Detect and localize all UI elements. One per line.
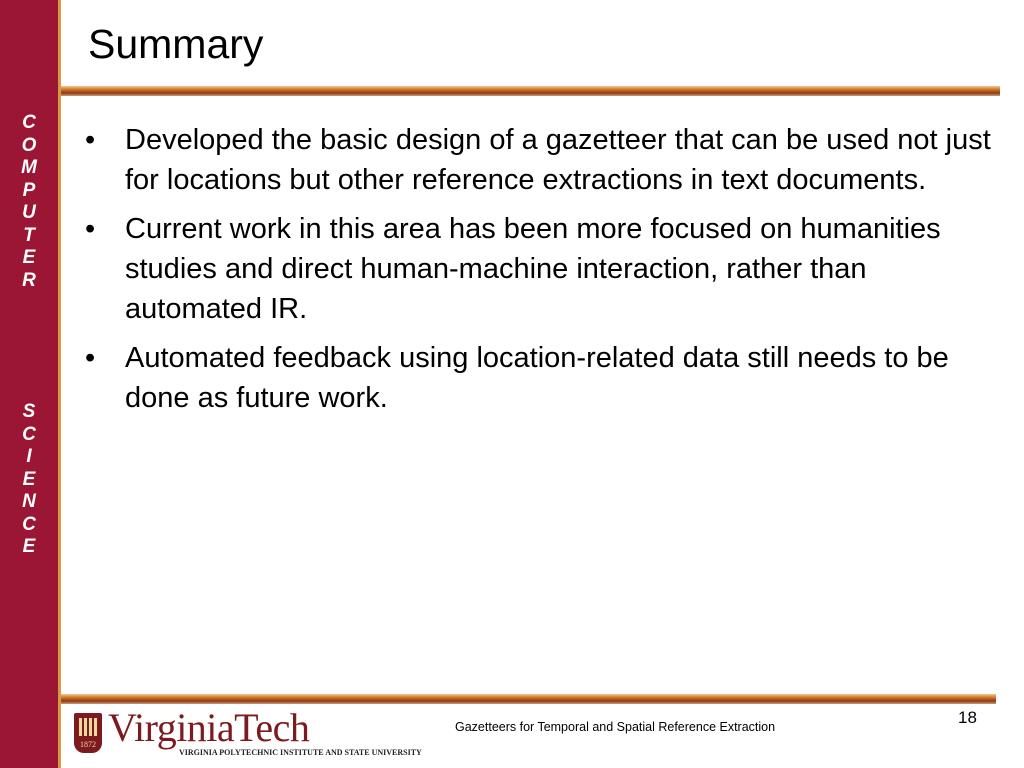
shield-icon [74,713,102,753]
virginia-tech-logo [74,705,464,762]
sidebar-letter: I [26,446,32,467]
sidebar-vertical-word-science [0,401,58,559]
presentation-title: Gazetteers for Temporal and Spatial Reference Extraction [455,720,776,734]
slide-title: Summary [88,21,264,67]
sidebar-letter: O [21,134,37,156]
sidebar-accent-line [58,0,61,768]
sidebar-letter: E [22,247,36,268]
sidebar-band [0,0,58,768]
sidebar-vertical-word-computer [0,112,58,292]
sidebar-letter: E [22,536,36,557]
bullet-dot: • [85,213,96,245]
sidebar-letter: C [22,513,36,535]
shield-bars [79,718,97,736]
sidebar-letter: M [21,157,37,178]
page-number: 18 [958,708,977,727]
sidebar-letter: U [22,202,36,223]
sidebar-letter: R [22,269,36,291]
sidebar-letter: N [22,491,36,512]
bullet-list [85,120,995,427]
logo-tagline: VIRGINIA POLYTECHNIC INSTITUTE AND STATE UNIVERSITY [179,748,422,757]
title-divider [61,86,1000,96]
footer-divider [61,694,996,704]
bullet-dot: • [85,124,96,156]
bullet-text: Developed the basic design of a gazetteer that can be used not just for locations but other reference extractions in text documents. [125,124,991,196]
bullet-text: Automated feedback using location-related data still needs to be done as future work. [125,342,949,414]
sidebar-letter: T [23,224,35,246]
bullet-text: Current work in this area has been more focused on humanities studies and direct human-machine interaction, rather than automated IR. [125,213,941,325]
sidebar-letter: S [22,401,36,422]
bullet-item [85,120,995,200]
sidebar-letter: P [22,179,36,201]
logo-wordmark: VirginiaTech [108,705,310,750]
bullet-dot: • [85,342,96,374]
sidebar-letter: E [22,468,36,490]
shield-year: 1872 [80,740,96,749]
bullet-item [85,338,995,418]
bullet-item [85,209,995,329]
sidebar-letter: C [22,112,36,133]
sidebar-letter: C [22,423,36,445]
